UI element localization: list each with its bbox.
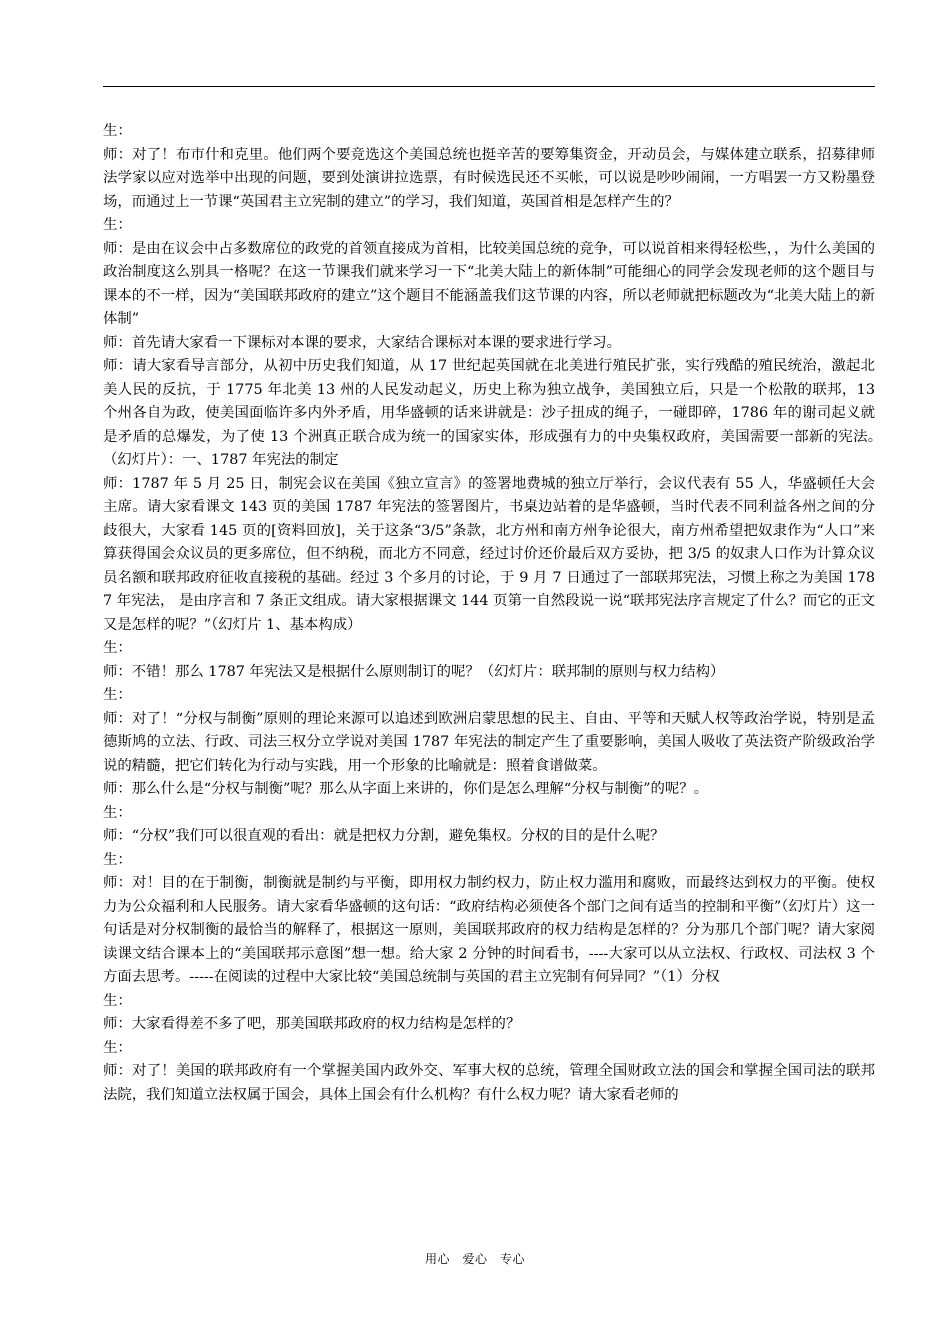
paragraph: 师：是由在议会中占多数席位的政党的首领直接成为首相，比较美国总统的竞争，可以说首相来得轻松些，，为什么美国的政治制度这么别具一格呢？在这一节课我们就来学习一下“北美大陆上的新体制”可能细心的同学会发现老师的这个题目与课本的不一样，因为“美国联邦政府的建立”这个题目不能涵盖我们这节课的内容，所以老师就把标题改为“北美大陆上的新体制” [103,240,875,327]
paragraph: 生： [103,851,132,868]
paragraph: 生： [103,123,132,139]
paragraph: 师：对了！“分权与制衡”原则的理论来源可以追述到欧洲启蒙思想的民主、自由、平等和天赋人权等政治学说，特别是孟德斯鸠的立法、行政、司法三权分立学说对美国 1787 年宪法的制定产生了重要影响，美国人吸收了英法资产阶级政治学说的精髓，把它们转化为行动与实践，用一个形象的比喻就是：照着食谱做菜。 [103,710,875,774]
paragraph: 师：对了！美国的联邦政府有一个掌握美国内政外交、军事大权的总统，管理全国财政立法的国会和掌握全国司法的联邦法院，我们知道立法权属于国会，具体上国会有什么机构？有什么权力呢？请大家看老师的 [103,1063,875,1103]
paragraph: 师：“分权”我们可以很直观的看出：就是把权力分割，避免集权。分权的目的是什么呢？ [103,828,665,844]
header-rule [103,86,875,87]
paragraph: 师：大家看得差不多了吧，那美国联邦政府的权力结构是怎样的？ [103,1016,521,1032]
paragraph: 师：不错！那么 1787 年宪法又是根据什么原则制订的呢？（幻灯片：联邦制的原则与权力结构） [103,663,725,680]
paragraph: 师：请大家看导言部分，从初中历史我们知道，从 17 世纪起英国就在北美进行殖民扩张，实行残酷的殖民统治，激起北美人民的反抗，于 1775 年北美 13 州的人民发动起义，历史上称为独立战争，美国独立后，只是一个松散的联邦，13 个州各自为政，使美国面临许多内外矛盾，用华盛顿的话来讲就是：沙子扭成的绳子，一碰即碎，1786 年的谢司起义就是矛盾的总爆发，为了使 13 个洲真正联合成为统一的国家实体，形成强有力的中央集权政府，美国需要一部新的宪法。 （幻灯片）：一、1787 年宪法的制定 [103,358,919,468]
paragraph: 生： [103,804,132,821]
paragraph: 师：对！目的在于制衡，制衡就是制约与平衡，即用权力制约权力，防止权力滥用和腐败，而最终达到权力的平衡。使权力为公众福利和人民服务。请大家看华盛顿的这句话：“政府结构必须使各个部门之间有适当的控制和平衡”（幻灯片）这一句话是对分权制衡的最恰当的解释了，根据这一原则，美国联邦政府的权力结构是怎样的？分为那几个部门呢？请大家阅读课文结合课本上的“美国联邦示意图”想一想。给大家 2 分钟的时间看书，----大家可以从立法权、行政权、司法权 3 个方面去思考。-----在阅读的过程中大家比较“美国总统制与英国的君主立宪制有何异同？”（1）分权 [103,875,875,985]
paragraph: 师：首先请大家看一下课标对本课的要求，大家结合课标对本课的要求进行学习。 [103,334,622,351]
paragraph: 生： [103,640,132,656]
paragraph: 师：对了！布市什和克里。他们两个要竞选这个美国总统也挺辛苦的要筹集资金，开动员会，与媒体建立联系，招募律师法学家以应对选举中出现的问题，要到处演讲拉选票，有时候选民还不买帐，可以说是吵吵闹闹，一方唱罢一方又粉墨登场，而通过上一节课“英国君主立宪制的建立”的学习，我们知道，英国首相是怎样产生的？ [103,146,875,210]
paragraph: 生： [103,1039,132,1056]
paragraph: 师：1787 年 5 月 25 日，制宪会议在美国《独立宣言》的签署地费城的独立厅举行，会议代表有 55 人，华盛顿任大会主席。请大家看课文 143 页的美国 1787 年宪法的签署图片，书桌边站着的是华盛顿，当时代表不同利益各州之间的分歧很大，大家看 145 页的[资料回放]，关于这条“3/5”条款，北方州和南方州争论很大，南方州希望把奴隶作为“人口”来算获得国会众议员的更多席位，但不纳税，而北方不同意，经过讨价还价最后双方妥协，把 3/5 的奴隶人口作为计算众议员名额和联邦政府征收直接税的基础。经过 3 个多月的讨论，于 9 月 7 日通过了一部联邦宪法，习惯上称之为美国 1787 年宪法， 是由序言和 7 条正文组成。请大家根据课文 144 页第一自然段说一说“联邦宪法序言规定了什么？而它的正文又是怎样的呢？”（幻灯片 1、基本构成） [103,475,875,633]
paragraph: 生： [103,217,132,233]
document-body [103,120,919,1107]
paragraph: 师：那么什么是“分权与制衡”呢？那么从字面上来讲的，你们是怎么理解“分权与制衡”的呢？。 [103,781,709,797]
paragraph: 生： [103,687,132,703]
page-footer: 用心 爱心 专心 [424,1252,525,1266]
paragraph: 生： [103,992,132,1009]
